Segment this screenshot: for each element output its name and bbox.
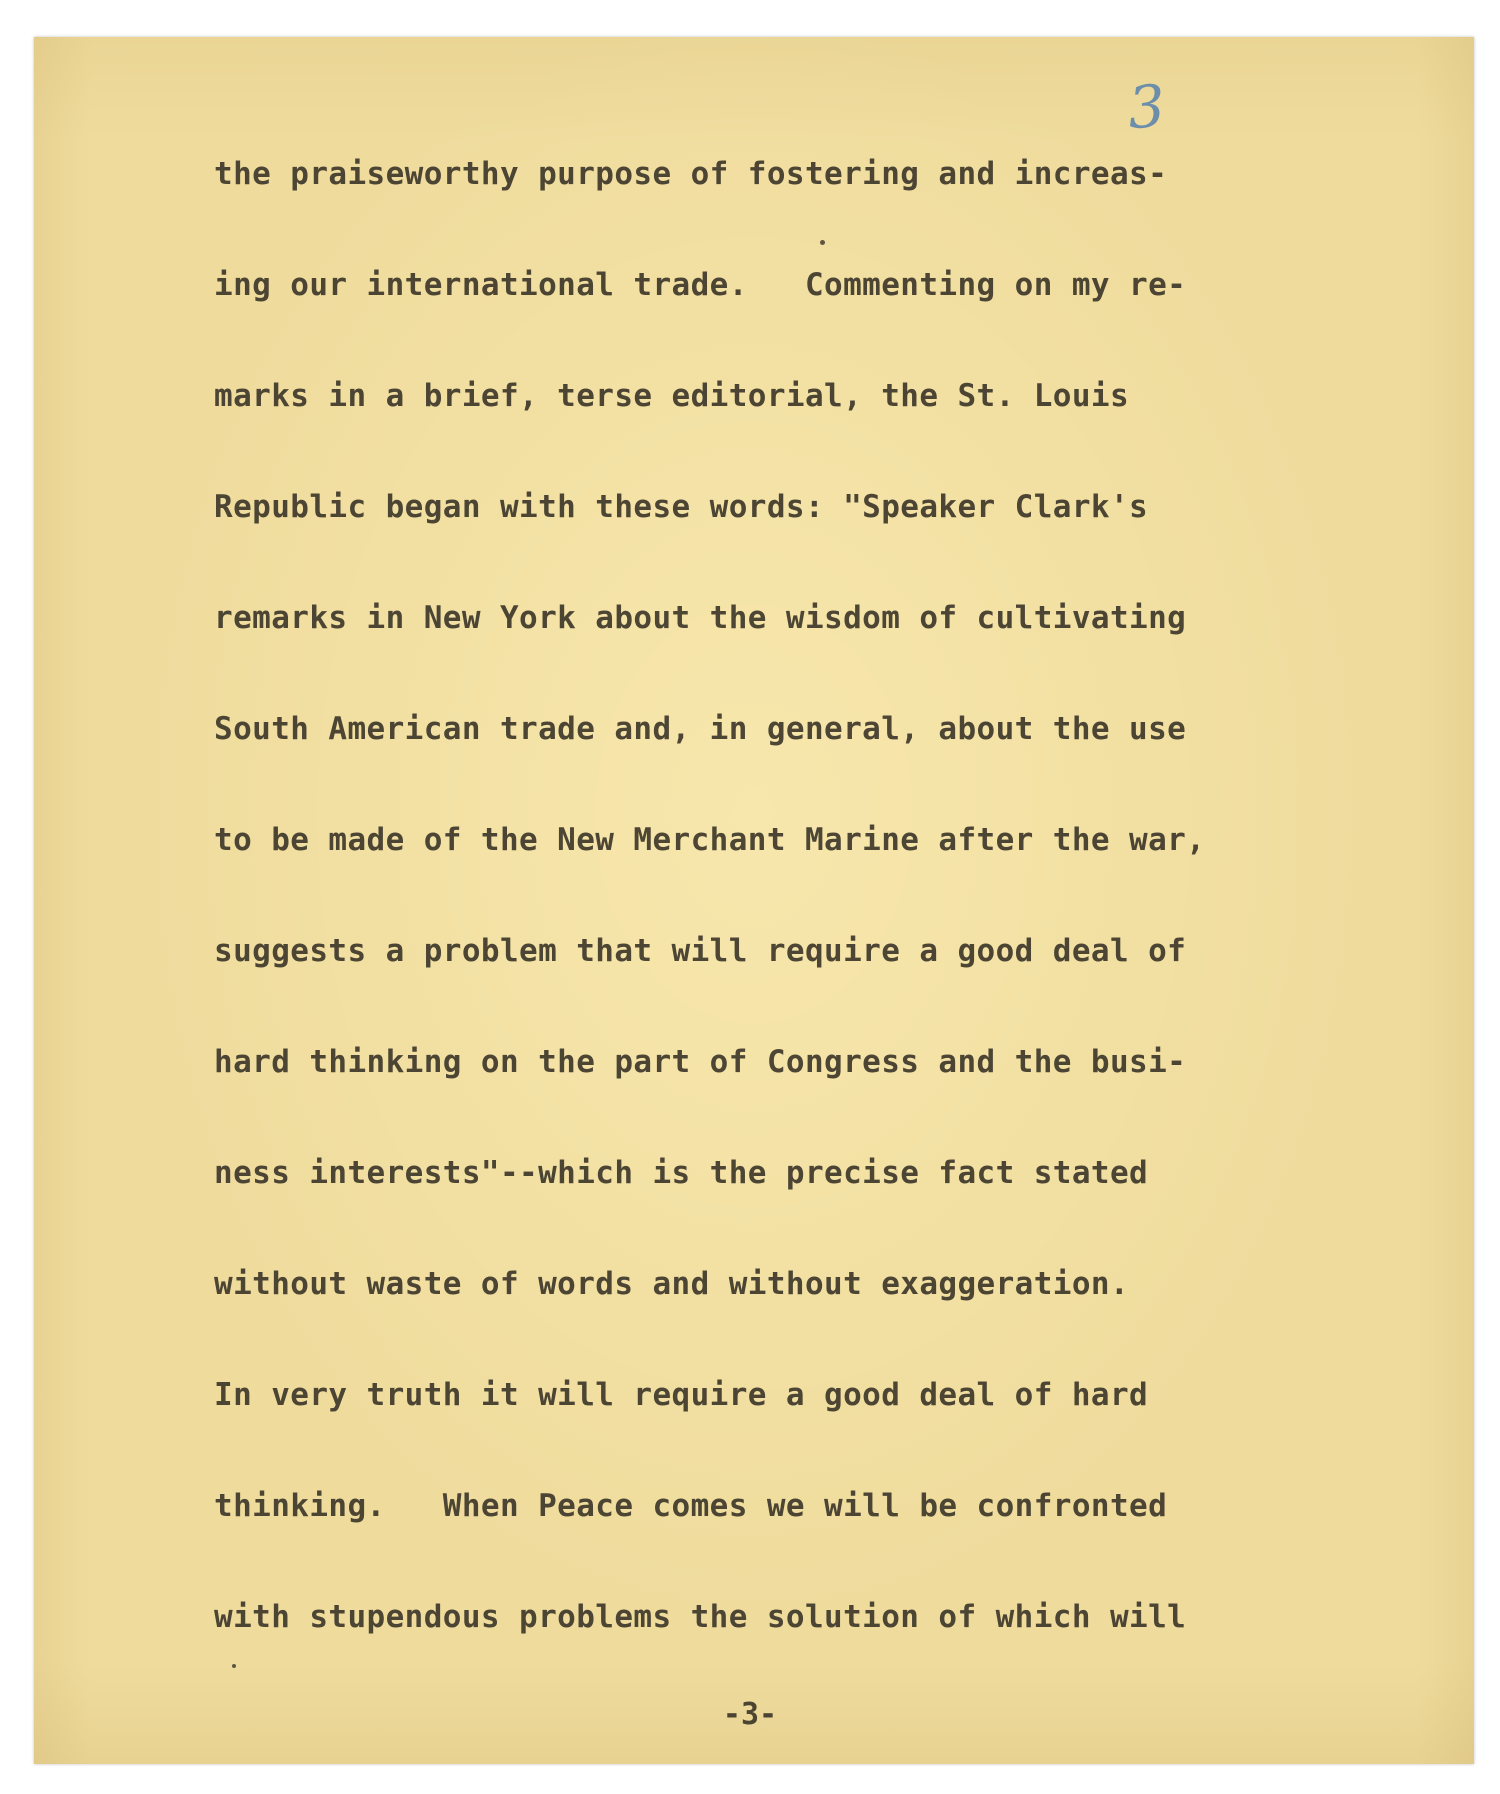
text-line: ness interests"--which is the precise fact stated [214,1155,1149,1191]
text-line: to be made of the New Merchant Marine after the war, [214,822,1206,858]
text-line: Republic began with these words: "Speaker Clark's [214,489,1149,525]
footer-page-number: -3- [722,1697,778,1732]
text-line: with stupendous problems the solution of which will [214,1599,1187,1635]
text-line: suggests a problem that will require a good deal of [214,933,1187,969]
text-line: marks in a brief, terse editorial, the St. Louis [214,378,1130,414]
text-line: thinking. When Peace comes we will be confronted [214,1488,1168,1524]
handwritten-page-number: 3 [1125,71,1168,143]
text-line: ing our international trade. Commenting on my re- [214,267,1187,303]
text-line: without waste of words and without exaggeration. [214,1266,1130,1302]
text-line: South American trade and, in general, about the use [214,711,1187,747]
text-line: In very truth it will require a good deal of hard [214,1377,1149,1413]
body-text [214,148,1364,1702]
text-line: the praiseworthy purpose of fostering and increas- [214,156,1168,192]
text-line: hard thinking on the part of Congress and the busi- [214,1044,1187,1080]
text-line: remarks in New York about the wisdom of cultivating [214,600,1187,636]
